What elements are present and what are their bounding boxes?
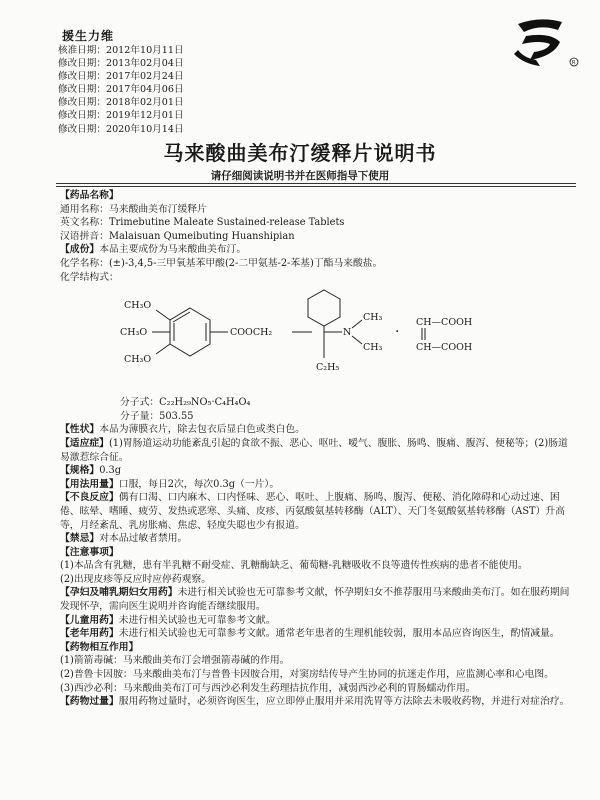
methyl-group: CH₃ [363,312,383,324]
methoxy-group: CH₃O [124,354,152,366]
adverse-paragraph [60,491,570,532]
character-paragraph [60,423,570,437]
ingredients-text: 本品主要成份为马来酸曲美布汀。 [99,244,247,256]
overdose-text: 服用药物过量时，必须咨询医生，应立即停止服用并采用洗胃等方法除去未吸收药物，并进行对症治疗。 [118,696,570,708]
indication-text: (1)胃肠道运动功能紊乱引起的食欲不振、恶心、呕吐、嗳气、腹胀、肠鸣、腹痛、腹泻、便秘等；(2)肠道易激惹综合征。 [60,437,568,463]
methoxy-group: CH₃O [120,327,148,339]
ingredients-label: 【成份】 [60,244,100,256]
caution-heading: 【注意事项】 [60,546,119,558]
drug-name-heading: 【药品名称】 [60,190,119,201]
molecular-weight: 分子量：503.55 [120,410,194,422]
pregnancy-text: 未进行相关试验也无可靠参考文献，怀孕期妇女不推荐服用马来酸曲美布汀。如在服药期间发现怀孕，需向医生说明并咨询能否继续服用。 [60,587,570,613]
interaction-heading: 【药物相互作用】 [60,641,139,653]
nitrogen-atom: N [343,327,352,339]
pinyin-name: 汉语拼音：Malaisuan Qumeibuting Huanshipian [60,230,295,242]
caution-item: (1)本品含有乳糖，患有半乳糖不耐受症、乳糖酶缺乏、葡萄糖-乳糖吸收不良等遗传性疾病的患者不能使用。 [60,560,528,572]
children-label: 【儿童用药】 [60,614,119,626]
approval-date: 核准日期：2012年10月11日 [58,45,184,56]
brand-name: 援生力维 [62,29,115,43]
revision-date: 修改日期：2017年02月24日 [58,71,184,83]
ethyl-group: C₂H₅ [316,362,340,374]
caution-item: (2)出现皮疹等反应时应停药观察。 [60,573,212,585]
chemical-structure [60,284,570,396]
interaction-item: (2)普鲁卡因胺：马来酸曲美布汀与普鲁卡因胺合用，对窦房结传导产生协同的抗迷走作用，应监测心率和心电图。 [60,669,554,681]
revision-date: 修改日期：2020年10月14日 [58,123,184,135]
pregnancy-label: 【孕妇及哺乳期妇女用药】 [60,587,178,599]
methoxy-group: CH₃O [124,300,152,312]
children-paragraph [60,614,570,628]
contra-text: 对本品过敏者禁用。 [99,533,188,545]
chemical-name-label: 化学名称： [60,257,109,269]
company-logo-icon [510,14,580,70]
divider [56,183,576,184]
elderly-paragraph [60,627,570,641]
usage-label: 【用法用量】 [60,478,119,490]
indication-label: 【适应症】 [60,437,109,449]
english-name: 英文名称：Trimebutine Maleate Sustained-release Tablets [60,217,345,229]
pregnancy-paragraph [60,586,570,613]
structure-label: 化学结构式： [60,271,119,283]
document-subtitle: 请仔细阅读说明书并在医师指导下使用 [210,170,390,182]
leaflet-body [60,189,570,709]
adverse-text: 偶有口渴、口内麻木、口内怪味、恶心、呕吐、上腹痛、肠鸣、腹泻、便秘、消化障碍和心动过速、困倦、眩晕、嗜睡、疲劳、发热或恶寒、头痛、皮疹、丙氨酸氨基转移酶（ALT）、天门冬氨酸氨基转移酶（AST）升高等，月经紊乱、乳房胀痛、焦虑、轻度失聪也少有报道。 [60,492,565,531]
elderly-text: 未进行相关试验也无可靠参考文献。通常老年患者的生理机能较弱，服用本品应咨询医生，酌情减量。 [118,628,560,640]
chemical-name: (±)-3,4,5-三甲氧基苯甲酸(2-二甲氨基-2-苯基)丁酯马来酸盐。 [108,257,383,269]
usage-paragraph [60,478,570,492]
indication-paragraph [60,437,570,464]
overdose-paragraph [60,695,570,709]
chemical-name-paragraph [60,257,570,271]
generic-name: 通用名称：马来酸曲美布汀缓释片 [60,203,207,215]
revision-dates [58,44,184,136]
children-text: 未进行相关试验也无可靠参考文献。 [118,614,276,626]
revision-date: 修改日期：2013年02月04日 [58,58,184,70]
revision-date: 修改日期：2019年12月01日 [58,110,184,122]
overdose-label: 【药物过量】 [60,696,119,708]
contra-paragraph [60,532,570,546]
revision-date: 修改日期：2018年02月01日 [58,97,184,109]
revision-date: 修改日期：2017年04月06日 [58,84,184,96]
maleic-acid-top: CH—COOH [416,317,473,329]
maleic-acid-bottom: CH—COOH [416,342,473,354]
adverse-label: 【不良反应】 [60,492,119,504]
character-text: 本品为薄膜衣片，除去包衣后显白色或类白色。 [99,424,305,436]
divider [56,186,576,187]
character-label: 【性状】 [60,424,100,436]
usage-text: 口服，每日2次，每次0.3g（一片）。 [118,478,280,490]
document-title: 马来酸曲美布汀缓释片说明书 [163,141,437,165]
spec-paragraph [60,464,570,478]
svg-text:R: R [572,60,576,66]
interaction-item: (1)箭箭毒碱：马来酸曲美布汀会增强箭毒碱的作用。 [60,655,290,667]
spec-label: 【规格】 [60,465,100,477]
ester-group: COOCH₂ [230,327,273,339]
ingredients-paragraph [60,243,570,257]
elderly-label: 【老年用药】 [60,628,119,640]
contra-label: 【禁忌】 [60,533,100,545]
molecular-formula: 分子式：C₂₂H₂₉NO₅·C₄H₄O₄ [120,397,251,409]
interaction-item: (3)西沙必利：马来酸曲美布汀可与西沙必利发生药理拮抗作用，减弱西沙必利的胃肠蠕动作用。 [60,682,476,694]
structure-diagram [80,288,500,396]
methyl-group: CH₃ [363,342,383,354]
salt-dot: · [395,324,400,341]
spec-text: 0.3g [99,465,122,477]
